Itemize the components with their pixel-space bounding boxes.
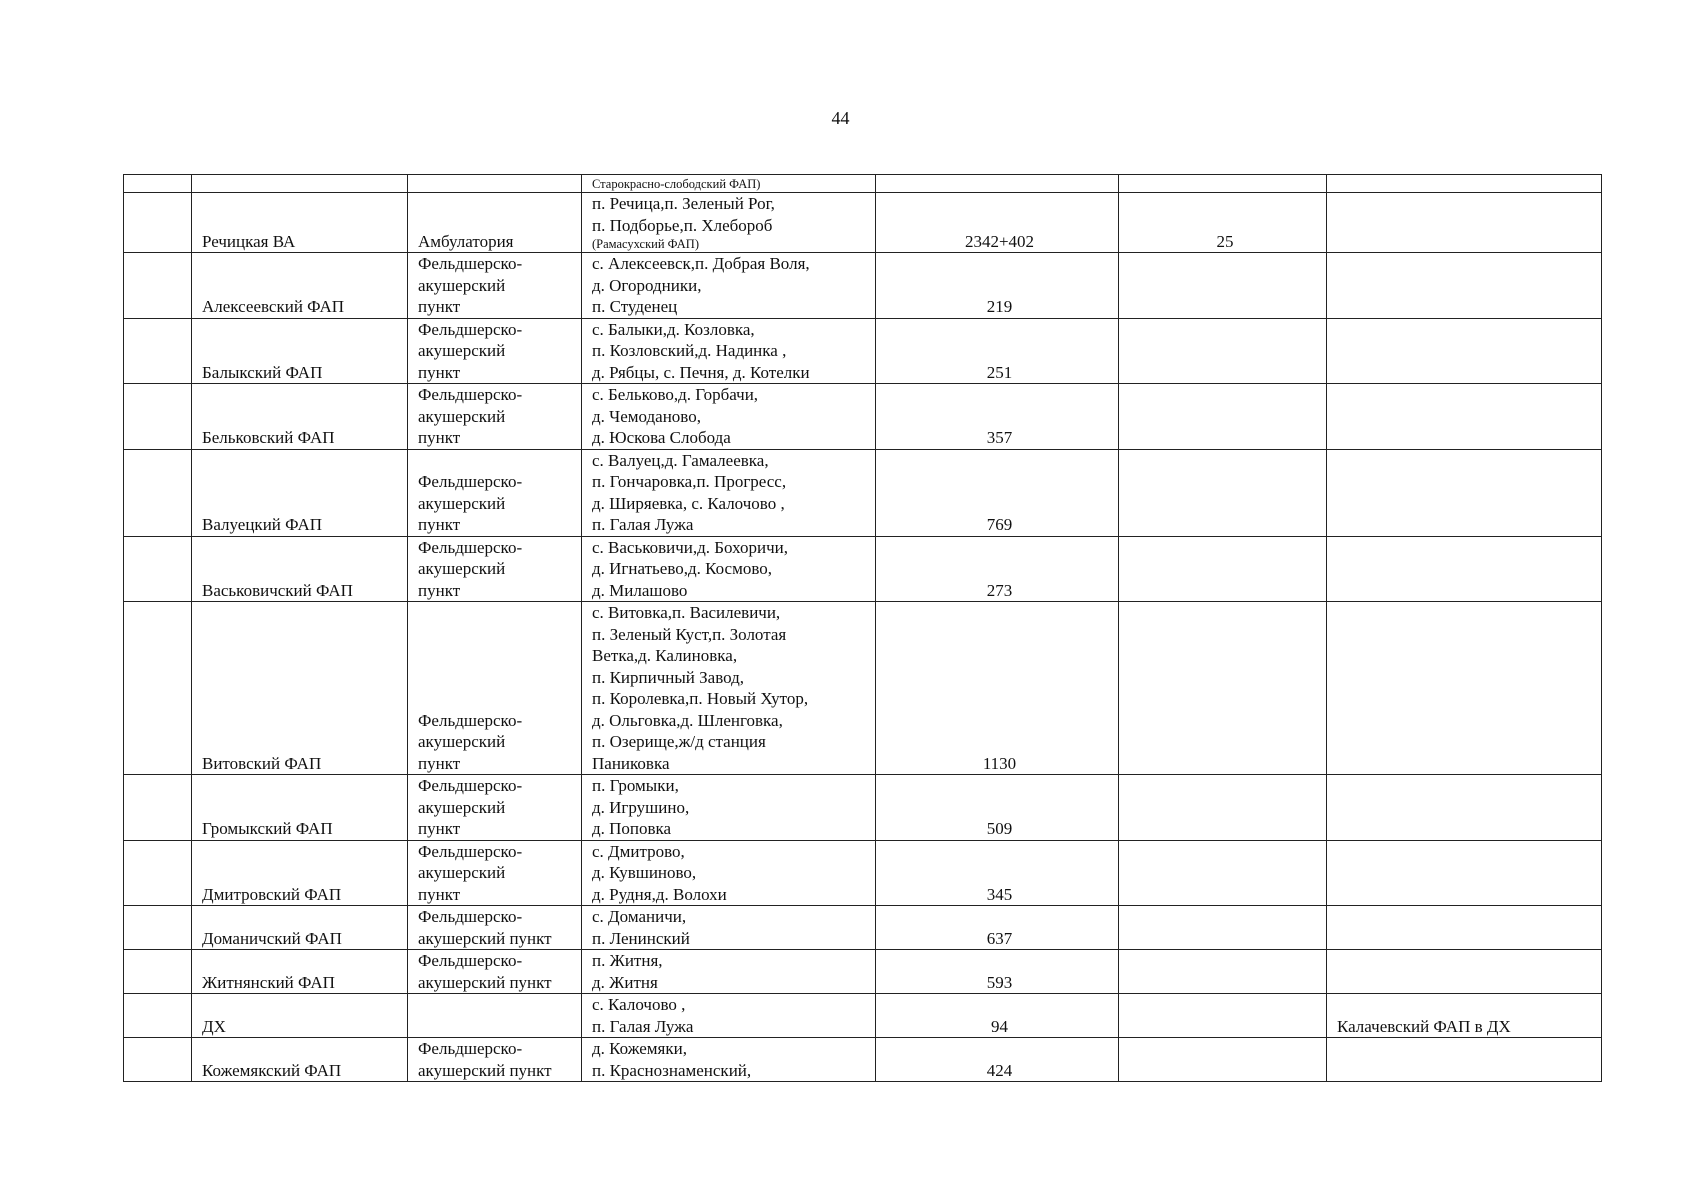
row-index-cell <box>124 318 192 384</box>
settlement-line: п. Громыки, <box>592 776 679 795</box>
staff-cell <box>1119 449 1327 536</box>
row-index-cell <box>124 602 192 775</box>
row-index-cell <box>124 906 192 950</box>
settlements-cell <box>582 994 876 1038</box>
facility-type-line: пункт <box>418 819 461 838</box>
population-value: 273 <box>986 580 1013 600</box>
settlement-line: д. Огородники, <box>592 275 702 295</box>
note-cell <box>1327 840 1602 906</box>
settlement-line: с. Бельково,д. Горбачи, <box>592 385 759 404</box>
population-value: 424 <box>986 1060 1013 1080</box>
facility-type-cell <box>408 840 582 906</box>
note-cell <box>1327 906 1602 950</box>
note-value: Калачевский ФАП в ДХ <box>1337 1016 1511 1036</box>
row-index-cell <box>124 950 192 994</box>
facility-name: Кожемякский ФАП <box>202 1060 342 1080</box>
facility-type-line: Фельдшерско- <box>418 472 523 491</box>
note-cell <box>1327 193 1602 253</box>
facility-type-line: акушерский <box>418 406 506 426</box>
settlement-line: д. Юскова Слобода <box>592 428 731 447</box>
facility-name-cell <box>192 840 408 906</box>
row-index-cell <box>124 994 192 1038</box>
settlements-cell <box>582 449 876 536</box>
settlement-line: п. Ленинский <box>592 928 690 948</box>
staff-cell <box>1119 994 1327 1038</box>
population-cell <box>876 775 1119 841</box>
row-index-cell <box>124 840 192 906</box>
population-value: 769 <box>986 515 1013 534</box>
note-cell <box>1327 536 1602 602</box>
table-row <box>124 840 1602 906</box>
population-cell <box>876 536 1119 602</box>
facility-name: Балыкский ФАП <box>202 362 323 382</box>
facility-type-line: акушерский <box>418 493 506 513</box>
facility-type-line: Фельдшерско- <box>418 385 523 404</box>
staff-cell <box>1119 536 1327 602</box>
settlement-line: д. Ольговка,д. Шленговка, <box>592 710 783 730</box>
facility-name-cell <box>192 775 408 841</box>
row-index-cell <box>124 536 192 602</box>
facility-type-line: пункт <box>418 297 461 316</box>
settlement-line: д. Чемоданово, <box>592 406 701 426</box>
note-cell <box>1327 384 1602 450</box>
facility-name-cell <box>192 1038 408 1082</box>
facility-name: Дмитровский ФАП <box>202 884 342 904</box>
continuation-row <box>124 175 1602 193</box>
facility-type-line: акушерский <box>418 275 506 295</box>
note-cell <box>1327 994 1602 1038</box>
settlement-line: д. Ширяевка, с. Калочово , <box>592 493 785 513</box>
facility-type-line: пункт <box>418 428 461 447</box>
staff-cell <box>1119 950 1327 994</box>
population-value: 509 <box>986 819 1013 838</box>
row-index-cell <box>124 1038 192 1082</box>
facility-name: Алексеевский ФАП <box>202 297 345 316</box>
facility-name: Валуецкий ФАП <box>202 515 323 534</box>
facility-type-cell <box>408 994 582 1038</box>
population-value: 94 <box>991 1016 1008 1036</box>
settlement-line: с. Васьковичи,д. Бохоричи, <box>592 537 788 557</box>
settlements-cell <box>582 906 876 950</box>
table-cell <box>124 175 192 193</box>
table-row <box>124 775 1602 841</box>
facility-type-line: пункт <box>418 580 461 600</box>
staff-cell <box>1119 193 1327 253</box>
facility-name: ДХ <box>202 1016 226 1036</box>
settlements-cell <box>582 950 876 994</box>
facility-name-cell <box>192 449 408 536</box>
settlement-line: п. Галая Лужа <box>592 1016 694 1036</box>
note-cell <box>1327 253 1602 319</box>
table-cell <box>1119 175 1327 193</box>
table-row <box>124 384 1602 450</box>
staff-cell <box>1119 318 1327 384</box>
facility-type-line: Фельдшерско- <box>418 841 523 861</box>
note-cell <box>1327 950 1602 994</box>
population-cell <box>876 840 1119 906</box>
facility-type-line: пункт <box>418 753 461 773</box>
staff-cell <box>1119 840 1327 906</box>
facility-type-line: акушерский <box>418 341 506 360</box>
population-cell <box>876 449 1119 536</box>
table-row <box>124 906 1602 950</box>
facility-name: Витовский ФАП <box>202 753 322 773</box>
table-cell <box>408 175 582 193</box>
page-number: 44 <box>831 108 850 128</box>
settlement-line: д. Житня <box>592 972 658 992</box>
settlement-line: п. Студенец <box>592 297 678 316</box>
settlement-line: с. Витовка,п. Василевичи, <box>592 603 781 622</box>
population-cell <box>876 384 1119 450</box>
settlement-line: д. Кувшиново, <box>592 863 697 882</box>
facility-type-cell <box>408 950 582 994</box>
facility-type-line: Фельдшерско- <box>418 254 523 273</box>
facility-type-line: акушерский пункт <box>418 928 552 948</box>
staff-cell <box>1119 253 1327 319</box>
settlement-line: с. Алексеевск,п. Добрая Воля, <box>592 254 810 273</box>
facility-type-line: Фельдшерско- <box>418 319 523 339</box>
facility-type-line: Фельдшерско- <box>418 1039 523 1058</box>
table-row <box>124 318 1602 384</box>
population-value: 357 <box>986 428 1013 447</box>
settlements-cell <box>582 193 876 253</box>
facility-type-cell <box>408 253 582 319</box>
settlement-line: п. Гончаровка,п. Прогресс, <box>592 472 787 491</box>
facility-type-line: Фельдшерско- <box>418 907 523 926</box>
population-cell <box>876 318 1119 384</box>
settlement-line: д. Милашово <box>592 580 688 600</box>
staff-value: 25 <box>1216 231 1234 251</box>
facility-type-cell <box>408 775 582 841</box>
facility-type-line: акушерский пункт <box>418 1060 552 1080</box>
facility-name-cell <box>192 950 408 994</box>
settlement-line: д. Поповка <box>592 819 672 838</box>
settlements-cell <box>582 384 876 450</box>
settlements-cell <box>582 602 876 775</box>
settlements-cell <box>582 775 876 841</box>
facility-name: Громыкский ФАП <box>202 819 333 838</box>
table-row <box>124 602 1602 775</box>
settlement-line: п. Озерище,ж/д станция <box>592 732 766 751</box>
continuation-note <box>582 175 876 193</box>
facility-type-cell <box>408 906 582 950</box>
facility-name-cell <box>192 384 408 450</box>
note-cell <box>1327 449 1602 536</box>
settlement-line: п. Речица,п. Зеленый Рог, <box>592 194 775 213</box>
settlements-cell <box>582 536 876 602</box>
note-cell <box>1327 1038 1602 1082</box>
staff-cell <box>1119 1038 1327 1082</box>
facility-name-cell <box>192 318 408 384</box>
facilities-table <box>123 174 1602 1082</box>
table-cell <box>876 175 1119 193</box>
settlement-line: д. Игрушино, <box>592 797 690 817</box>
facility-type-cell <box>408 536 582 602</box>
continuation-note-text: Старокрасно-слободский ФАП) <box>592 177 761 191</box>
note-cell <box>1327 602 1602 775</box>
table-row <box>124 1038 1602 1082</box>
facility-type-cell <box>408 193 582 253</box>
staff-cell <box>1119 775 1327 841</box>
staff-cell <box>1119 384 1327 450</box>
facility-type-line: акушерский <box>418 797 506 817</box>
table-row <box>124 994 1602 1038</box>
population-value: 251 <box>986 362 1013 382</box>
table-row <box>124 950 1602 994</box>
facility-name-cell <box>192 602 408 775</box>
settlement-line: с. Валуец,д. Гамалеевка, <box>592 450 769 470</box>
population-cell <box>876 994 1119 1038</box>
settlement-line: с. Доманичи, <box>592 907 687 926</box>
facility-type-line: Фельдшерско- <box>418 951 523 970</box>
staff-cell <box>1119 906 1327 950</box>
population-value: 593 <box>986 972 1013 992</box>
facility-name: Бельковский ФАП <box>202 428 335 447</box>
table-row <box>124 449 1602 536</box>
facility-name: Речицкая ВА <box>202 231 296 251</box>
facility-name: Васьковичский ФАП <box>202 580 353 600</box>
facility-type-cell <box>408 449 582 536</box>
row-index-cell <box>124 775 192 841</box>
settlement-line: п. Кирпичный Завод, <box>592 667 745 687</box>
settlement-line: п. Козловский,д. Надинка , <box>592 341 787 360</box>
note-cell <box>1327 775 1602 841</box>
population-cell <box>876 1038 1119 1082</box>
facility-type-line: Фельдшерско- <box>418 537 523 557</box>
facility-type-cell <box>408 384 582 450</box>
settlements-cell <box>582 253 876 319</box>
table-row <box>124 193 1602 253</box>
facility-type-line: акушерский пункт <box>418 972 552 992</box>
facility-type-line: пункт <box>418 362 461 382</box>
settlement-line: п. Королевка,п. Новый Хутор, <box>592 689 809 708</box>
table-row <box>124 536 1602 602</box>
facility-type-line: Фельдшерско- <box>418 776 523 795</box>
facility-type-line: Фельдшерско- <box>418 710 523 730</box>
facility-type-line: акушерский <box>418 559 506 578</box>
row-index-cell <box>124 384 192 450</box>
settlement-line: п. Краснознаменский, <box>592 1060 752 1080</box>
settlement-line: д. Рудня,д. Волохи <box>592 884 727 904</box>
row-index-cell <box>124 449 192 536</box>
settlement-line: п. Галая Лужа <box>592 515 694 534</box>
facility-type-line: акушерский <box>418 863 506 882</box>
population-value: 345 <box>986 884 1013 904</box>
table-cell <box>1327 175 1602 193</box>
facility-type-line: пункт <box>418 884 461 904</box>
population-cell <box>876 193 1119 253</box>
note-cell <box>1327 318 1602 384</box>
settlement-line: Паниковка <box>592 753 670 773</box>
staff-cell <box>1119 602 1327 775</box>
row-index-cell <box>124 253 192 319</box>
population-value: 1130 <box>982 753 1017 773</box>
settlement-line: с. Балыки,д. Козловка, <box>592 319 755 339</box>
population-value: 637 <box>986 928 1013 948</box>
settlements-cell <box>582 318 876 384</box>
population-cell <box>876 906 1119 950</box>
settlement-line: п. Зеленый Куст,п. Золотая <box>592 624 787 644</box>
settlement-line: п. Житня, <box>592 951 663 970</box>
settlement-line: Ветка,д. Калиновка, <box>592 646 738 665</box>
facility-name: Житнянский ФАП <box>202 972 335 992</box>
facility-name-cell <box>192 906 408 950</box>
facility-name-cell <box>192 536 408 602</box>
settlement-line: с. Калочово , <box>592 995 686 1014</box>
settlement-line: д. Кожемяки, <box>592 1039 687 1058</box>
table-cell <box>192 175 408 193</box>
facility-type-cell <box>408 1038 582 1082</box>
population-cell <box>876 253 1119 319</box>
population-value: 2342+402 <box>964 231 1035 251</box>
population-cell <box>876 602 1119 775</box>
facility-type-line: Амбулатория <box>418 231 514 251</box>
facility-type-cell <box>408 318 582 384</box>
facility-name-cell <box>192 994 408 1038</box>
settlement-note: (Рамасухский ФАП) <box>592 237 699 251</box>
facility-name: Доманичский ФАП <box>202 928 342 948</box>
settlements-cell <box>582 1038 876 1082</box>
row-index-cell <box>124 193 192 253</box>
settlement-line: с. Дмитрово, <box>592 841 685 861</box>
population-cell <box>876 950 1119 994</box>
facility-type-line: акушерский <box>418 732 506 751</box>
settlement-line: п. Подборье,п. Хлебороб <box>592 215 773 235</box>
facility-name-cell <box>192 253 408 319</box>
table-row <box>124 253 1602 319</box>
population-value: 219 <box>986 297 1013 316</box>
facility-type-line: пункт <box>418 515 461 534</box>
facility-type-cell <box>408 602 582 775</box>
settlements-cell <box>582 840 876 906</box>
facility-name-cell <box>192 193 408 253</box>
settlement-line: д. Игнатьево,д. Космово, <box>592 559 773 578</box>
settlement-line: д. Рябцы, с. Печня, д. Котелки <box>592 362 810 382</box>
